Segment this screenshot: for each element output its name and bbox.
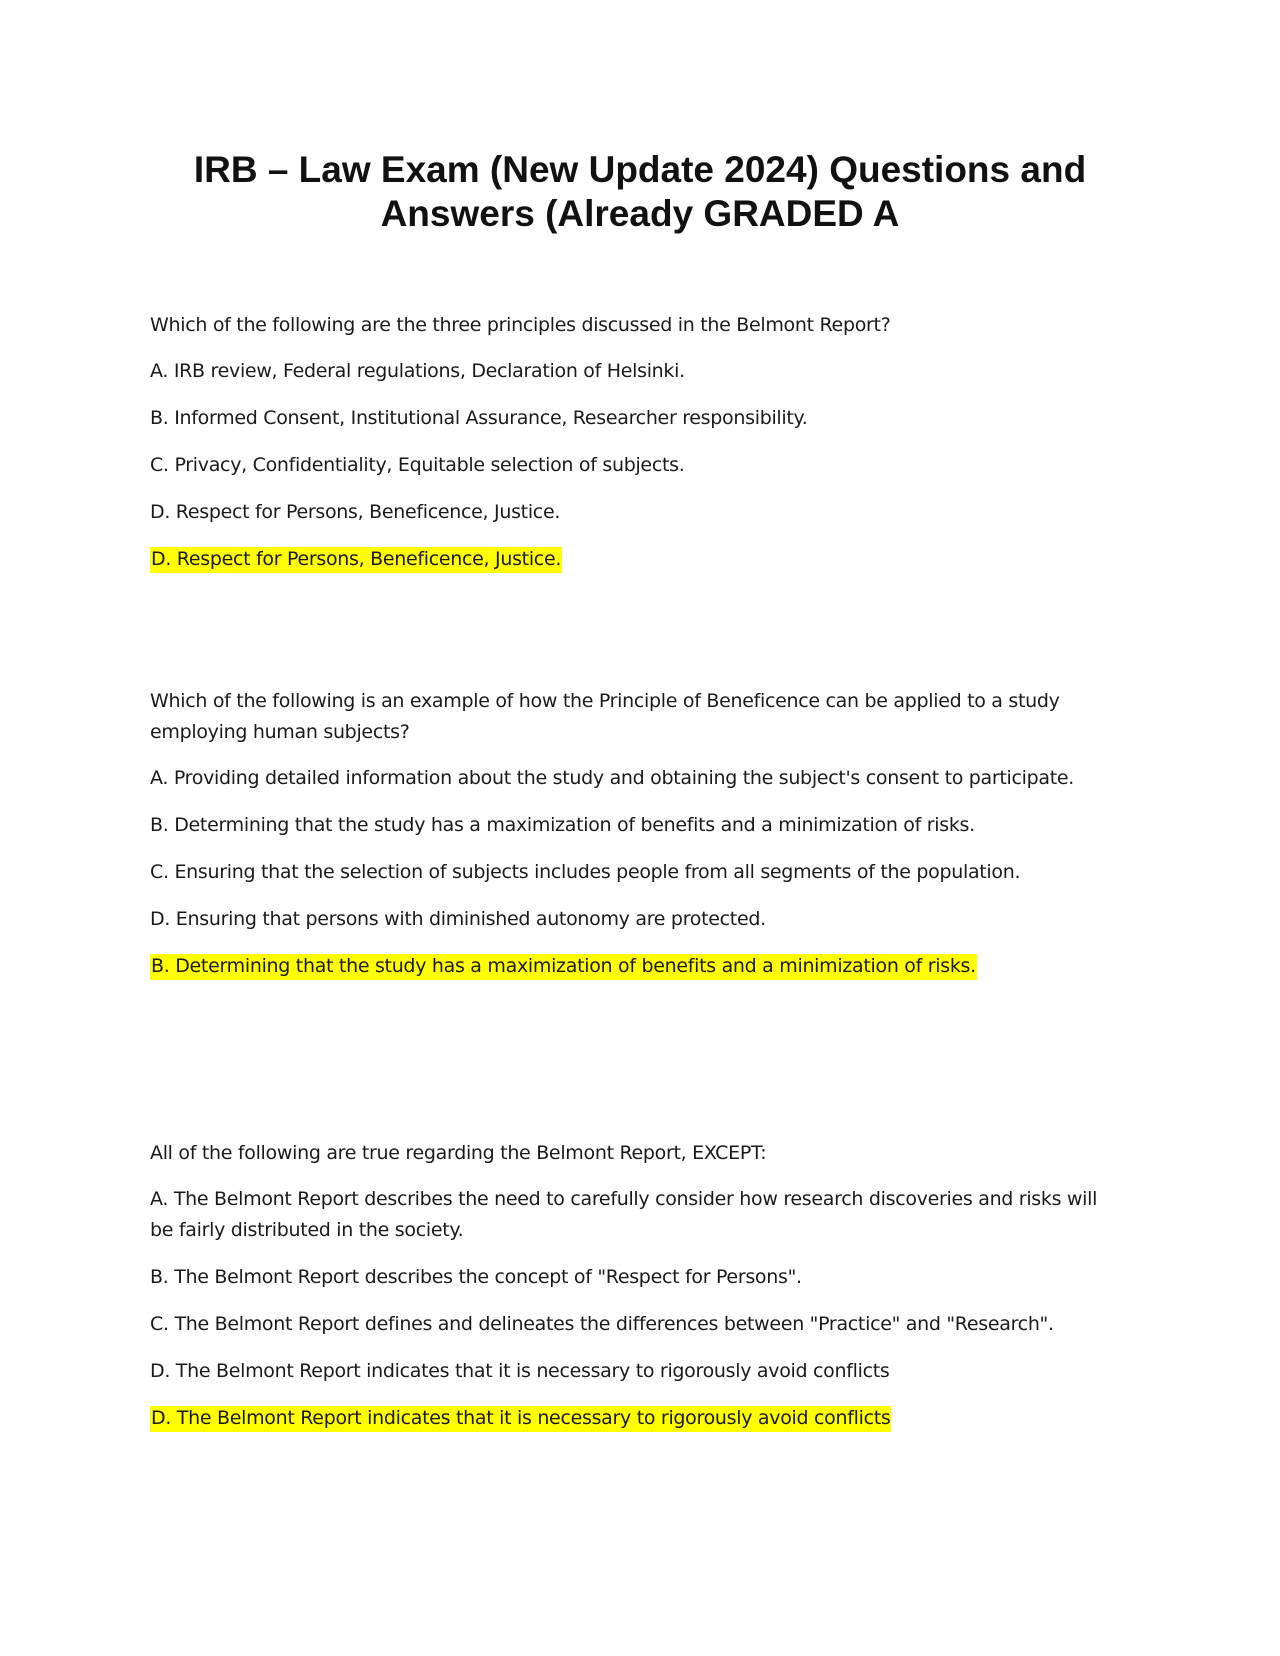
question-text: Which of the following are the three principles discussed in the Belmont Report? xyxy=(150,314,891,336)
question-block-2 xyxy=(150,686,1110,982)
highlighted-answer: D. Respect for Persons, Beneficence, Justice. xyxy=(150,547,562,573)
option-a: A. The Belmont Report describes the need to carefully consider how research discoveries and risks will be fairly distributed in the society. xyxy=(150,1188,1098,1241)
document-title: IRB – Law Exam (New Update 2024) Questions and Answers (Already GRADED A xyxy=(193,149,1087,234)
option-b: B. Informed Consent, Institutional Assurance, Researcher responsibility. xyxy=(150,407,808,429)
option-c: C. The Belmont Report defines and delineates the differences between "Practice" and "Research". xyxy=(150,1313,1054,1335)
option-c: C. Privacy, Confidentiality, Equitable selection of subjects. xyxy=(150,454,685,476)
option-c: C. Ensuring that the selection of subjects includes people from all segments of the population. xyxy=(150,861,1021,883)
highlighted-answer: B. Determining that the study has a maximization of benefits and a minimization of risks. xyxy=(150,954,977,980)
question-text: All of the following are true regarding the Belmont Report, EXCEPT: xyxy=(150,1142,767,1164)
option-a: A. IRB review, Federal regulations, Declaration of Helsinki. xyxy=(150,360,685,382)
option-b: B. Determining that the study has a maximization of benefits and a minimization of risks. xyxy=(150,814,975,836)
option-d: D. Ensuring that persons with diminished autonomy are protected. xyxy=(150,908,766,930)
highlighted-answer: D. The Belmont Report indicates that it is necessary to rigorously avoid conflicts xyxy=(150,1406,891,1432)
question-block-3 xyxy=(150,1138,1110,1434)
question-block-1 xyxy=(150,310,1110,575)
option-a: A. Providing detailed information about the study and obtaining the subject's consent to participate. xyxy=(150,767,1075,789)
option-d: D. The Belmont Report indicates that it is necessary to rigorously avoid conflicts xyxy=(150,1360,890,1382)
question-text: Which of the following is an example of how the Principle of Beneficence can be applied to a study employing human subjects? xyxy=(150,690,1060,743)
option-b: B. The Belmont Report describes the concept of "Respect for Persons". xyxy=(150,1266,802,1288)
option-d: D. Respect for Persons, Beneficence, Justice. xyxy=(150,501,561,523)
